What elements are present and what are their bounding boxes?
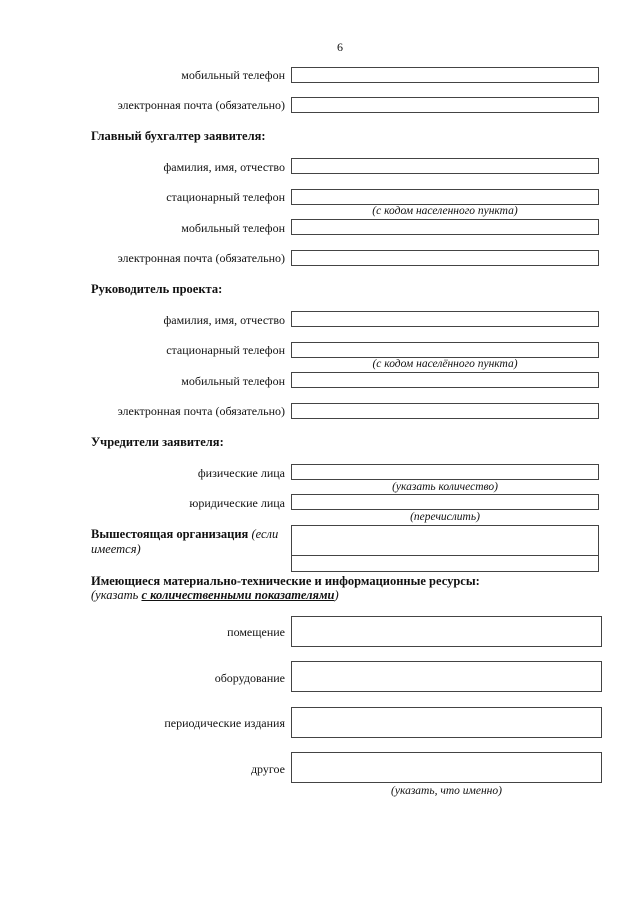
- legal-entities-hint: (перечислить): [410, 511, 480, 523]
- individuals-hint: (указать количество): [392, 481, 498, 493]
- individuals-input[interactable]: [291, 464, 599, 480]
- legal-entities-input[interactable]: [291, 494, 599, 510]
- resources-subheading: [91, 588, 339, 603]
- accountant-mobile-input[interactable]: [291, 219, 599, 235]
- equipment-input[interactable]: [291, 661, 602, 692]
- page-number: 6: [337, 40, 343, 54]
- accountant-email-input[interactable]: [291, 250, 599, 266]
- manager-email-label: электронная почта (обязательно): [117, 404, 285, 418]
- manager-fio-label: фамилия, имя, отчество: [163, 313, 285, 327]
- accountant-landline-label: стационарный телефон: [166, 190, 285, 204]
- resources-sub-prefix: (указать: [91, 588, 142, 602]
- accountant-mobile-label: мобильный телефон: [181, 221, 285, 235]
- other-label: другое: [250, 762, 285, 776]
- premises-label: помещение: [227, 625, 285, 639]
- manager-email-input[interactable]: [291, 403, 599, 419]
- accountant-fio-input[interactable]: [291, 158, 599, 174]
- manager-mobile-input[interactable]: [291, 372, 599, 388]
- equipment-label: оборудование: [214, 671, 285, 685]
- accountant-landline-hint: (с кодом населенного пункта): [372, 205, 518, 217]
- founders-heading: Учредители заявителя:: [91, 435, 224, 449]
- accountant-email-label: электронная почта (обязательно): [117, 251, 285, 265]
- accountant-fio-label: фамилия, имя, отчество: [163, 160, 285, 174]
- parent-org-input[interactable]: [291, 525, 599, 572]
- resources-sub-suffix: ): [334, 588, 339, 602]
- manager-mobile-label: мобильный телефон: [181, 374, 285, 388]
- parent-org-heading-italic-2: имеется): [91, 542, 141, 556]
- mobile-phone-input[interactable]: [291, 67, 599, 83]
- email-label: электронная почта (обязательно): [117, 98, 285, 112]
- manager-landline-hint: (с кодом населённого пункта): [372, 358, 518, 370]
- resources-sub-emphasis: с количественными показателями: [141, 588, 335, 602]
- parent-org-divider: [291, 555, 599, 556]
- project-manager-heading: Руководитель проекта:: [91, 282, 223, 296]
- parent-org-heading-bold: Вышестоящая организация: [91, 527, 249, 541]
- individuals-label: физические лица: [197, 466, 285, 480]
- other-hint: (указать, что именно): [391, 785, 502, 797]
- manager-fio-input[interactable]: [291, 311, 599, 327]
- manager-landline-input[interactable]: [291, 342, 599, 358]
- manager-landline-label: стационарный телефон: [166, 343, 285, 357]
- parent-org-heading-italic-1: (если: [248, 527, 279, 541]
- email-input[interactable]: [291, 97, 599, 113]
- legal-entities-label: юридические лица: [189, 496, 285, 510]
- resources-heading: Имеющиеся материально-технические и информационные ресурсы:: [91, 574, 480, 588]
- other-input[interactable]: [291, 752, 602, 783]
- periodicals-input[interactable]: [291, 707, 602, 738]
- premises-input[interactable]: [291, 616, 602, 647]
- mobile-phone-label: мобильный телефон: [181, 68, 285, 82]
- periodicals-label: периодические издания: [164, 716, 285, 730]
- parent-org-heading: [91, 527, 287, 557]
- chief-accountant-heading: Главный бухгалтер заявителя:: [91, 129, 266, 143]
- accountant-landline-input[interactable]: [291, 189, 599, 205]
